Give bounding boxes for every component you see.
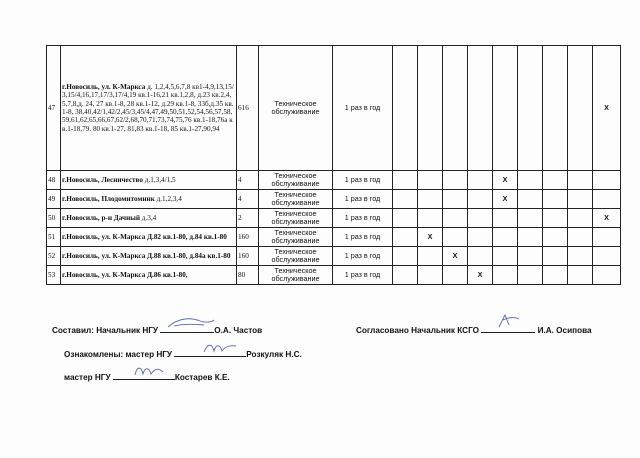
month-cell (518, 266, 543, 285)
address-houses: д.1,2,3,4 (154, 194, 182, 203)
month-cell (443, 46, 468, 171)
month-cell (443, 171, 468, 190)
month-cell (443, 266, 468, 285)
maintenance-schedule-table (46, 45, 621, 285)
month-cell (393, 247, 418, 266)
month-cell (418, 171, 443, 190)
address-houses: д.3,4 (139, 213, 157, 222)
frequency-cell: 1 раз в год (333, 46, 393, 171)
scheduled-mark: Х (593, 46, 621, 171)
signature-line (481, 323, 535, 333)
handwritten-signature-kostarev (113, 362, 177, 378)
month-cell (518, 209, 543, 228)
service-type-cell: Техническое обслуживание (259, 247, 333, 266)
month-cell (543, 190, 568, 209)
month-cell (593, 266, 621, 285)
frequency-cell: 1 раз в год (333, 171, 393, 190)
month-cell (518, 171, 543, 190)
address-street: г.Новосиль, ул. К-Маркса Д.82 кв.1-80, д.84 кв.1-80 (62, 232, 227, 241)
month-cell (543, 247, 568, 266)
address-street: г.Новосиль, ул. К-Маркса (62, 82, 146, 91)
month-cell (418, 190, 443, 209)
quantity-cell: 160 (237, 228, 259, 247)
month-cell (518, 190, 543, 209)
month-cell (543, 209, 568, 228)
agreed-by-label: Согласовано Начальник КСГО (356, 326, 479, 335)
row-number: 50 (47, 209, 61, 228)
signature-line (160, 323, 214, 333)
address-street: г.Новосиль, р-н Дачный (62, 213, 140, 222)
address-street: г.Новосиль, Лесничество (62, 175, 143, 184)
quantity-cell: 80 (237, 266, 259, 285)
month-cell (493, 46, 518, 171)
month-cell (493, 209, 518, 228)
service-type-cell: Техническое обслуживание (259, 46, 333, 171)
row-number: 48 (47, 171, 61, 190)
month-cell (593, 228, 621, 247)
acquainted-signature (64, 347, 302, 359)
address-cell (61, 190, 237, 209)
address-cell (61, 171, 237, 190)
month-cell (593, 190, 621, 209)
table-row (47, 266, 621, 285)
month-cell (493, 247, 518, 266)
table-row (47, 46, 621, 171)
month-cell (518, 247, 543, 266)
month-cell (468, 171, 493, 190)
row-number: 49 (47, 190, 61, 209)
address-cell (61, 247, 237, 266)
master-signature (64, 370, 230, 382)
month-cell (418, 247, 443, 266)
month-cell (443, 228, 468, 247)
quantity-cell: 4 (237, 190, 259, 209)
month-cell (568, 46, 593, 171)
month-cell (468, 209, 493, 228)
frequency-cell: 1 раз в год (333, 228, 393, 247)
month-cell (443, 190, 468, 209)
address-street: г.Новосиль, ул. К-Маркса Д.86 кв.1-80, (62, 270, 188, 279)
address-houses: д.1,3,4/1,5 (142, 175, 176, 184)
service-type-cell: Техническое обслуживание (259, 228, 333, 247)
acquainted-label: Ознакомлены: мастер НГУ (64, 350, 173, 359)
month-cell (543, 171, 568, 190)
address-cell (61, 228, 237, 247)
month-cell (418, 266, 443, 285)
handwritten-signature-osipova (481, 311, 537, 329)
signature-line (174, 347, 246, 357)
composed-by-label: Составил: Начальник НГУ (52, 326, 158, 335)
handwritten-signature-chastov (160, 315, 216, 331)
month-cell (518, 228, 543, 247)
month-cell (543, 228, 568, 247)
month-cell (418, 209, 443, 228)
month-cell (393, 190, 418, 209)
month-cell (543, 266, 568, 285)
frequency-cell: 1 раз в год (333, 190, 393, 209)
scheduled-mark: Х (593, 209, 621, 228)
signature-line (113, 370, 175, 380)
service-type-cell: Техническое обслуживание (259, 209, 333, 228)
service-type-cell: Техническое обслуживание (259, 171, 333, 190)
quantity-cell: 4 (237, 171, 259, 190)
service-type-cell: Техническое обслуживание (259, 266, 333, 285)
month-cell (393, 266, 418, 285)
month-cell (568, 247, 593, 266)
month-cell (393, 171, 418, 190)
month-cell (393, 209, 418, 228)
table-row (47, 209, 621, 228)
acquainted-name: Розкуляк Н.С. (246, 350, 302, 359)
composed-by-signature (52, 323, 262, 335)
composed-by-name: О.А. Частов (214, 326, 263, 335)
frequency-cell: 1 раз в год (333, 247, 393, 266)
month-cell (568, 209, 593, 228)
month-cell (593, 171, 621, 190)
row-number: 51 (47, 228, 61, 247)
frequency-cell: 1 раз в год (333, 266, 393, 285)
month-cell (568, 190, 593, 209)
master-name: Костарев К.Е. (174, 373, 230, 382)
month-cell (593, 247, 621, 266)
quantity-cell: 616 (237, 46, 259, 171)
scheduled-mark: Х (493, 171, 518, 190)
agreed-by-name: И.А. Осипова (537, 326, 592, 335)
address-cell (61, 46, 237, 171)
month-cell (493, 266, 518, 285)
month-cell (568, 266, 593, 285)
scheduled-mark: Х (443, 247, 468, 266)
month-cell (518, 46, 543, 171)
handwritten-signature-rozkulyak (174, 339, 248, 355)
row-number: 47 (47, 46, 61, 171)
month-cell (393, 46, 418, 171)
table-row (47, 247, 621, 266)
agreed-by-signature (356, 323, 592, 335)
month-cell (568, 228, 593, 247)
scheduled-mark: Х (418, 228, 443, 247)
row-number: 52 (47, 247, 61, 266)
master-label: мастер НГУ (64, 373, 111, 382)
month-cell (468, 190, 493, 209)
month-cell (468, 228, 493, 247)
month-cell (568, 171, 593, 190)
table-row (47, 190, 621, 209)
address-cell (61, 209, 237, 228)
row-number: 53 (47, 266, 61, 285)
month-cell (468, 247, 493, 266)
frequency-cell: 1 раз в год (333, 209, 393, 228)
scheduled-mark: Х (468, 266, 493, 285)
table-row (47, 171, 621, 190)
address-street: г.Новосиль, Плодомитомник (62, 194, 155, 203)
month-cell (468, 46, 493, 171)
address-houses: д. 1,2,4,5,6,7,8 кв1-4,9,13,15/3,15/4,16,17,17/3,17/4,19 кв.1-16,21 кв.1,2,8, д.23 кв.2,4,5,7,8,д. 24, 27 кв.1-8, 28 кв.1-12, д.29 кв.1-8, 33б,д.35 кв.1-8, 38,40,42/1,42/2,45/3,45/4,47,49,50,51,52,54,56,57,58,59,61,62,65,66,67,62/2,68,70,71,73,74,75,76 кв.1-18,76а кв.1-18,79. 80 кв.1-27, 81,83 кв.1-18, 85 кв.1-27,90,94 (62, 82, 234, 133)
month-cell (418, 46, 443, 171)
address-cell (61, 266, 237, 285)
scheduled-mark: Х (493, 190, 518, 209)
table-row (47, 228, 621, 247)
month-cell (443, 209, 468, 228)
month-cell (543, 46, 568, 171)
address-street: г.Новосиль, ул. К-Маркса Д.88 кв.1-80, д.84а кв.1-80 (62, 251, 231, 260)
month-cell (393, 228, 418, 247)
service-type-cell: Техническое обслуживание (259, 190, 333, 209)
quantity-cell: 2 (237, 209, 259, 228)
quantity-cell: 160 (237, 247, 259, 266)
month-cell (493, 228, 518, 247)
